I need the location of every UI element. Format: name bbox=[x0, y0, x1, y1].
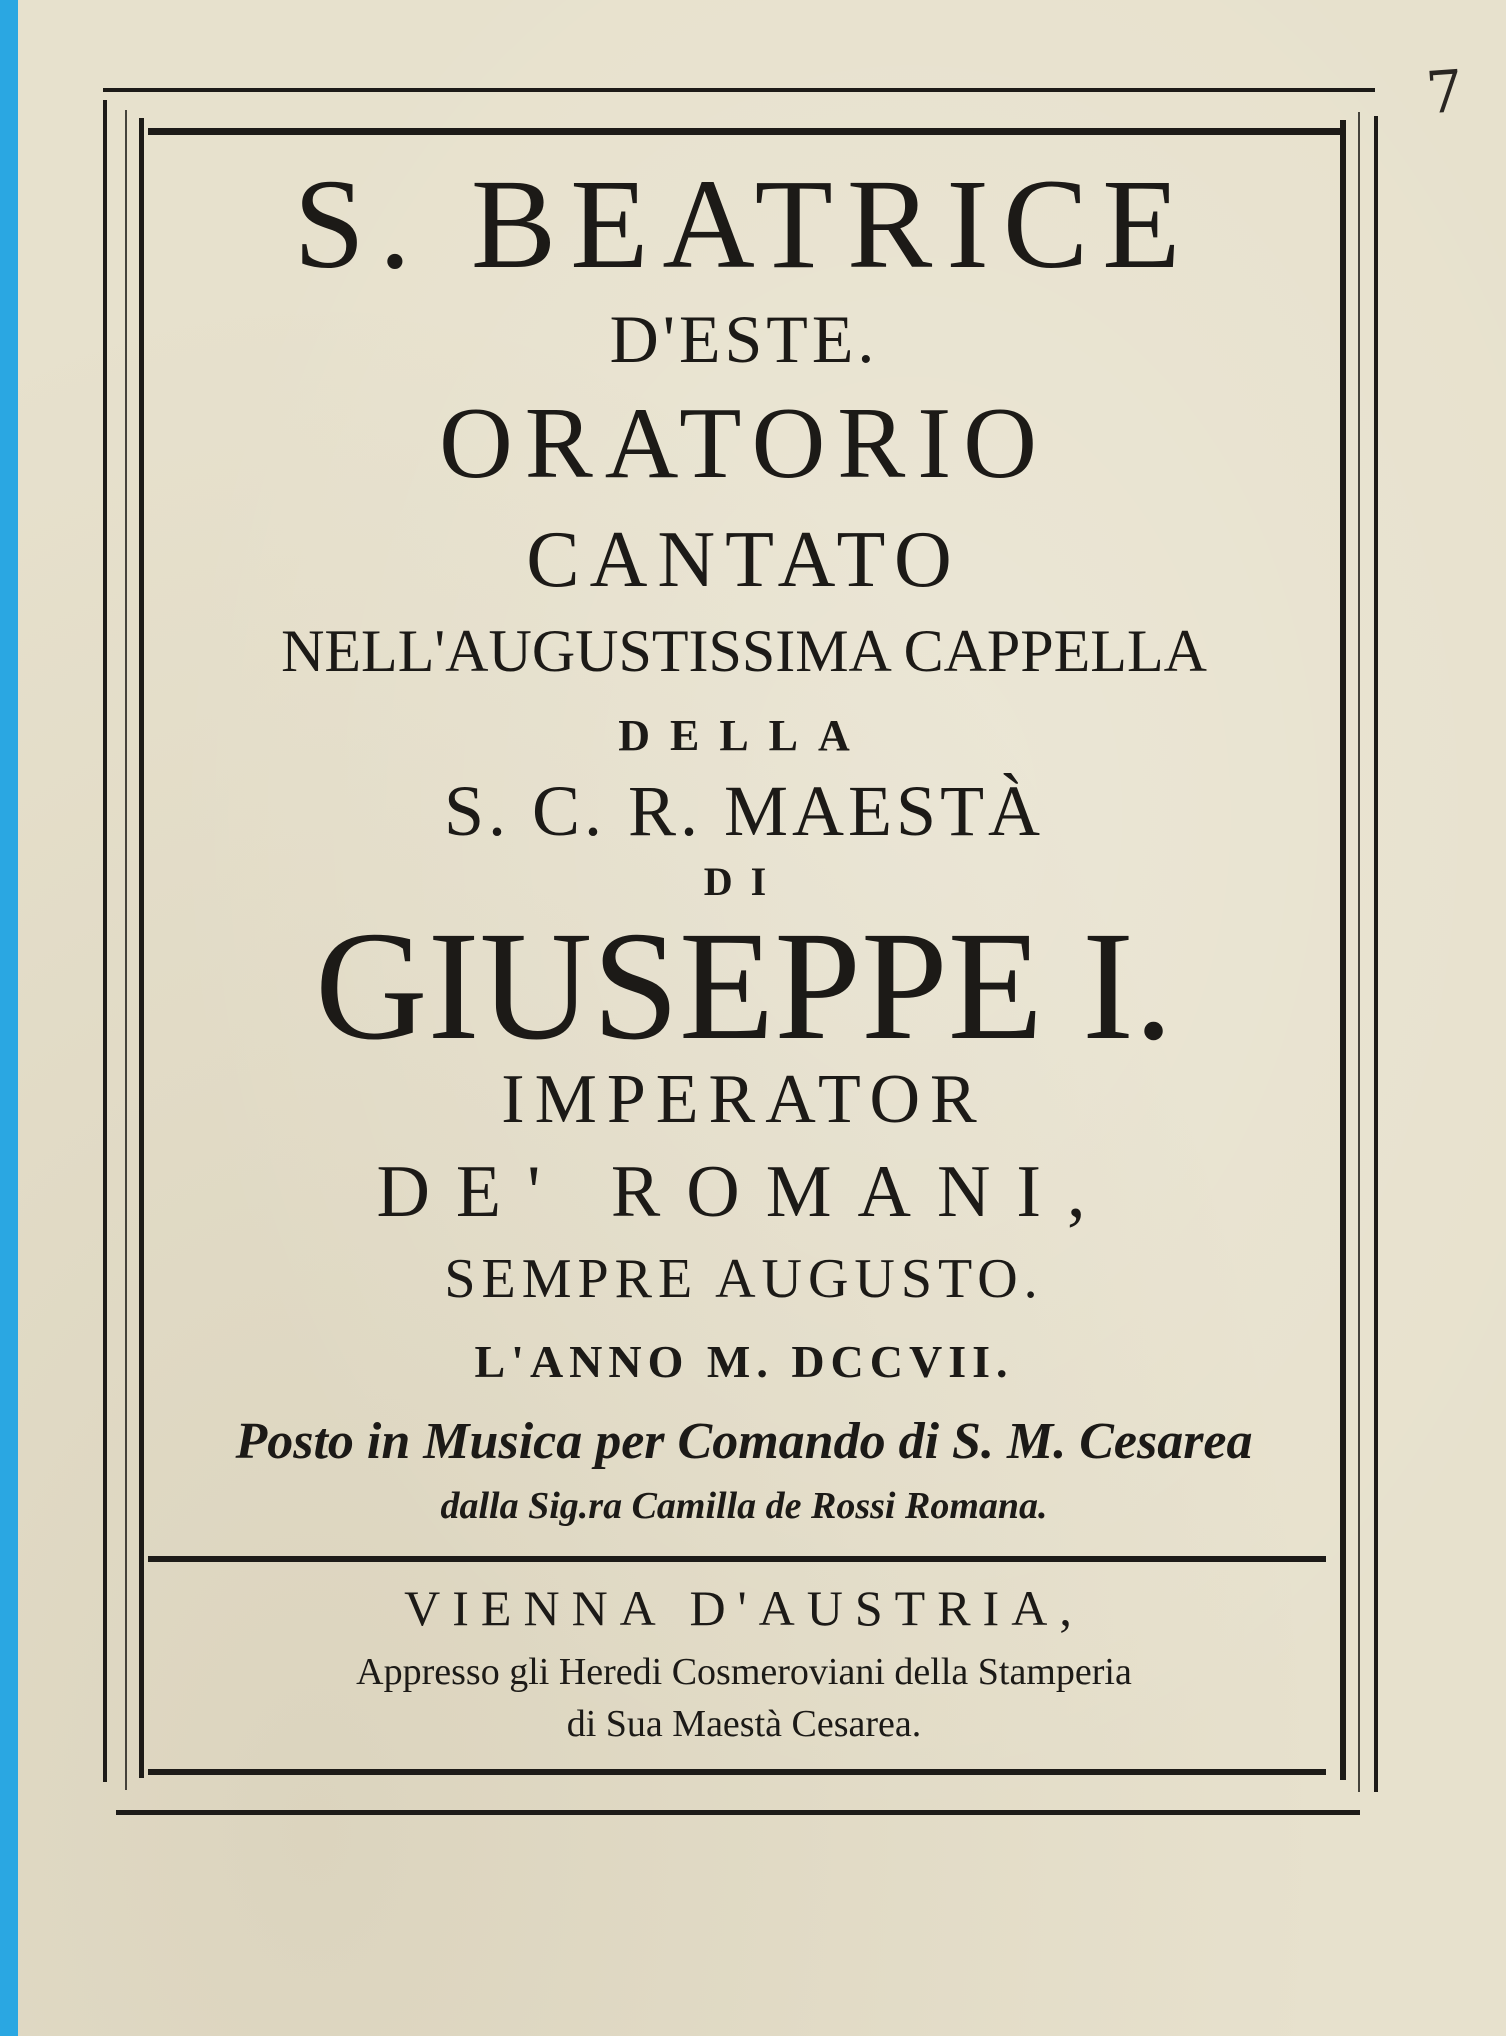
emperor-name: GIUSEPPE I. bbox=[314, 899, 1174, 1072]
frame-rule-top bbox=[103, 88, 1375, 92]
year-line: L'ANNO M. DCCVII. bbox=[474, 1336, 1014, 1387]
imperator-line: IMPERATOR bbox=[501, 1061, 987, 1138]
inner-frame-top bbox=[148, 128, 1346, 135]
title-cantato: CANTATO bbox=[526, 516, 962, 604]
frame-rule-bottom bbox=[116, 1810, 1360, 1815]
imprint-printer-1: Appresso gli Heredi Cosmeroviani della Stamperia bbox=[356, 1651, 1132, 1693]
romani-line: DE' ROMANI, bbox=[376, 1151, 1112, 1233]
frame-rule-left bbox=[103, 100, 107, 1782]
composer-line-2: dalla Sig.ra Camilla de Rossi Romana. bbox=[440, 1485, 1048, 1527]
title-saint-name: S. BEATRICE bbox=[293, 153, 1195, 295]
frame-rule-right bbox=[1374, 116, 1378, 1792]
inner-frame-bottom bbox=[148, 1769, 1326, 1775]
inner-frame-left bbox=[139, 118, 144, 1778]
document-page bbox=[18, 0, 1506, 2036]
chapel-line: NELL'AUGUSTISSIMA CAPPELLA bbox=[281, 618, 1207, 684]
title-house-name: D'ESTE. bbox=[609, 301, 879, 377]
augusto-line: SEMPRE AUGUSTO. bbox=[444, 1248, 1044, 1310]
di-line: DI bbox=[703, 859, 785, 904]
imprint-printer-2: di Sua Maestà Cesarea. bbox=[566, 1703, 922, 1745]
della-line: DELLA bbox=[618, 711, 870, 760]
imprint-city: VIENNA D'AUSTRIA, bbox=[404, 1580, 1084, 1636]
frame-rule-right-thin bbox=[1358, 112, 1360, 1792]
composer-line-1: Posto in Musica per Comando di S. M. Cesarea bbox=[235, 1413, 1253, 1470]
majesty-line: S. C. R. MAESTÀ bbox=[443, 771, 1045, 851]
imprint-separator bbox=[148, 1556, 1326, 1562]
folio-number: 7 bbox=[1423, 56, 1466, 128]
frame-rule-left-thin bbox=[125, 110, 127, 1790]
title-oratorio: ORATORIO bbox=[439, 387, 1049, 500]
